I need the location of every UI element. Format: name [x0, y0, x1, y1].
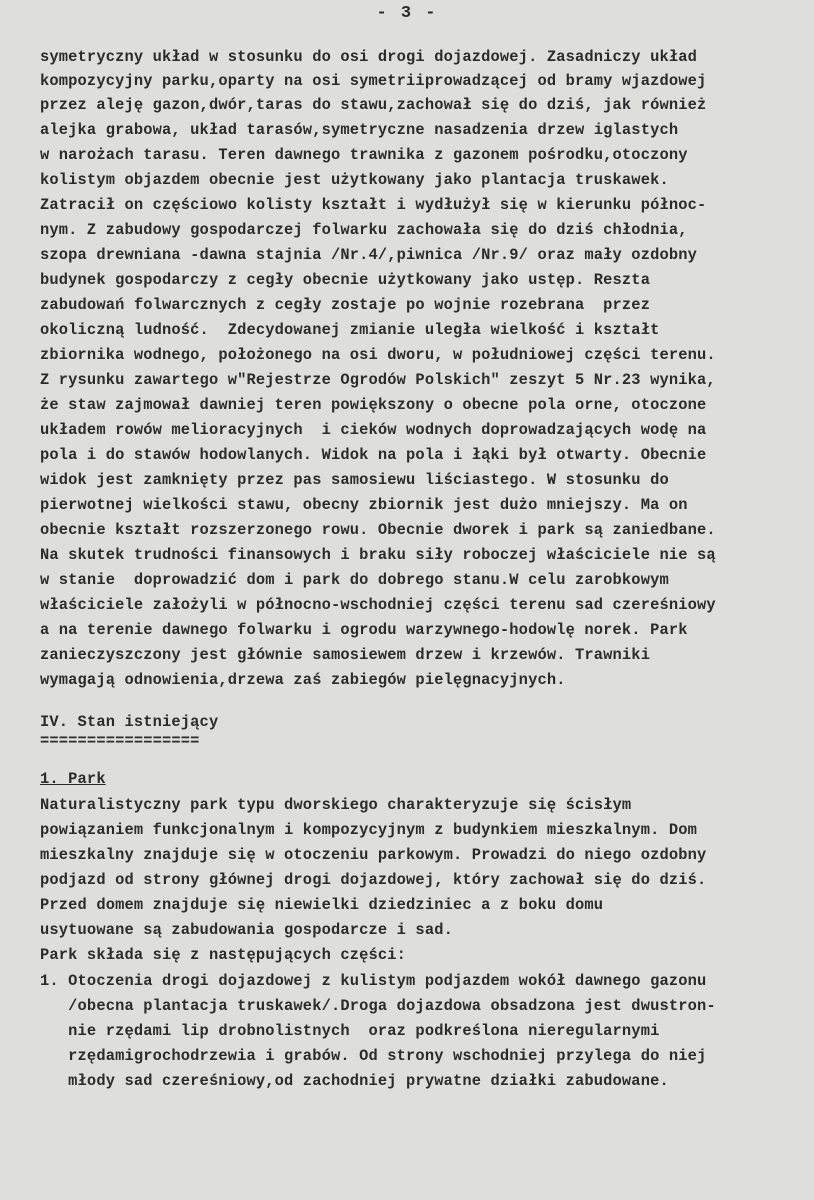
text-line: a na terenie dawnego folwarku i ogrodu warzywnego-hodowlę norek. Park	[40, 621, 688, 639]
text-line: Park składa się z następujących części:	[40, 946, 407, 964]
text-line: że staw zajmował dawniej teren powiększony o obecne pola orne, otoczone	[40, 396, 707, 414]
page-number: - 3 -	[376, 4, 438, 23]
text-line: szopa drewniana -dawna stajnia /Nr.4/,piwnica /Nr.9/ oraz mały ozdobny	[40, 246, 698, 264]
text-line: alejka grabowa, układ tarasów,symetryczne nasadzenia drzew iglastych	[40, 121, 679, 139]
section-heading: IV. Stan istniejący	[40, 713, 219, 731]
subsection-heading: 1. Park	[40, 770, 106, 788]
text-line: Zatracił on częściowo kolisty kształt i wydłużył się w kierunku północ-	[40, 196, 707, 214]
text-line: Na skutek trudności finansowych i braku siły roboczej właściciele nie są	[40, 546, 716, 564]
text-line: usytuowane są zabudowania gospodarcze i sad.	[40, 921, 453, 939]
text-line: kompozycyjny parku,oparty na osi symetriiprowadzącej od bramy wjazdowej	[40, 72, 707, 90]
text-line: symetryczny układ w stosunku do osi drogi dojazdowej. Zasadniczy układ	[40, 48, 698, 66]
text-line: powiązaniem funkcjonalnym i kompozycyjnym z budynkiem mieszkalnym. Dom	[40, 821, 698, 839]
text-line: widok jest zamknięty przez pas samosiewu liściastego. W stosunku do	[40, 471, 669, 489]
text-line: budynek gospodarczy z cegły obecnie użytkowany jako ustęp. Reszta	[40, 271, 651, 289]
text-line: obecnie kształt rozszerzonego rowu. Obecnie dworek i park są zaniedbane.	[40, 521, 716, 539]
text-line: Z rysunku zawartego w"Rejestrze Ogrodów Polskich" zeszyt 5 Nr.23 wynika,	[40, 371, 716, 389]
text-line: okoliczną ludność. Zdecydowanej zmianie uległa wielkość i kształt	[40, 321, 660, 339]
text-line: zanieczyszczony jest głównie samosiewem drzew i krzewów. Trawniki	[40, 646, 651, 664]
text-line: podjazd od strony głównej drogi dojazdowej, który zachował się do dziś.	[40, 871, 707, 889]
section-underline: =================	[40, 732, 200, 750]
text-line: Naturalistyczny park typu dworskiego charakteryzuje się ścisłym	[40, 796, 632, 814]
text-line: przez aleję gazon,dwór,taras do stawu,zachował się do dziś, jak również	[40, 96, 707, 114]
text-line: zabudowań folwarcznych z cegły zostaje po wojnie rozebrana przez	[40, 296, 651, 314]
text-line: pola i do stawów hodowlanych. Widok na pola i łąki był otwarty. Obecnie	[40, 446, 707, 464]
text-line: kolistym objazdem obecnie jest użytkowany jako plantacja truskawek.	[40, 171, 669, 189]
text-line: pierwotnej wielkości stawu, obecny zbiornik jest dużo mniejszy. Ma on	[40, 496, 688, 514]
list-item-line: /obecna plantacja truskawek/.Droga dojazdowa obsadzona jest dwustron-	[40, 997, 716, 1015]
text-line: wymagają odnowienia,drzewa zaś zabiegów pielęgnacyjnych.	[40, 671, 566, 689]
text-line: właściciele założyli w północno-wschodniej części terenu sad czereśniowy	[40, 596, 716, 614]
list-item-line: młody sad czereśniowy,od zachodniej prywatne działki zabudowane.	[40, 1072, 669, 1090]
text-line: układem rowów melioracyjnych i cieków wodnych doprowadzających wodę na	[40, 421, 707, 439]
list-item-line: nie rzędami lip drobnolistnych oraz podkreślona nieregularnymi	[40, 1022, 660, 1040]
list-item-line: 1. Otoczenia drogi dojazdowej z kulistym podjazdem wokół dawnego gazonu	[40, 972, 707, 990]
list-item-line: rzędamigrochodrzewia i grabów. Od strony wschodniej przylega do niej	[40, 1047, 707, 1065]
text-line: Przed domem znajduje się niewielki dziedziniec a z boku domu	[40, 896, 604, 914]
text-line: nym. Z zabudowy gospodarczej folwarku zachowała się do dziś chłodnia,	[40, 221, 688, 239]
text-line: mieszkalny znajduje się w otoczeniu parkowym. Prowadzi do niego ozdobny	[40, 846, 707, 864]
text-line: zbiornika wodnego, położonego na osi dworu, w południowej części terenu.	[40, 346, 716, 364]
text-line: w stanie doprowadzić dom i park do dobrego stanu.W celu zarobkowym	[40, 571, 669, 589]
text-line: w narożach tarasu. Teren dawnego trawnika z gazonem pośrodku,otoczony	[40, 146, 688, 164]
